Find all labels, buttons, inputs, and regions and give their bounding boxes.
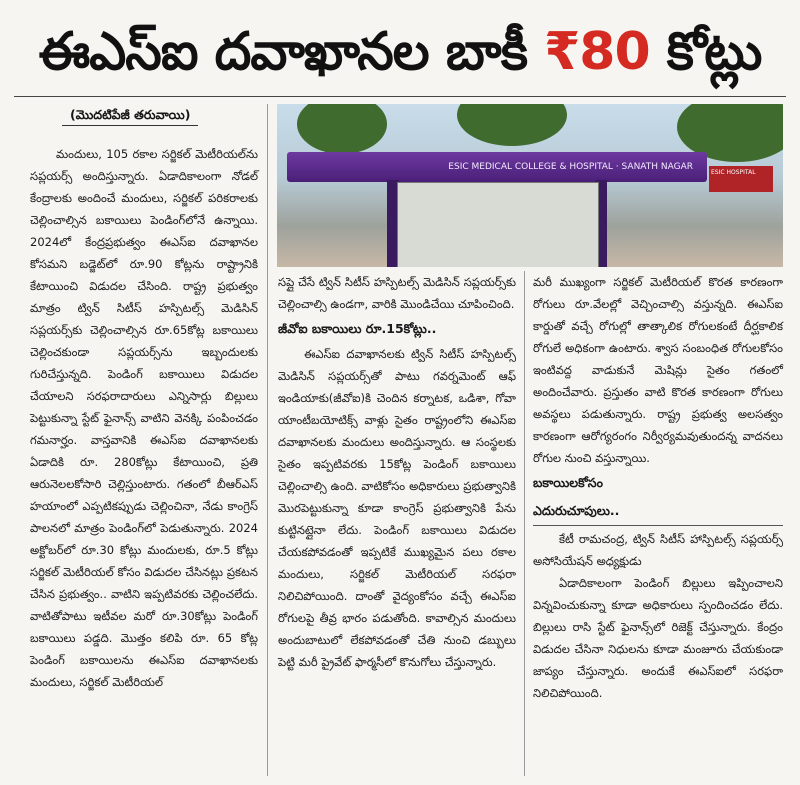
column-1-body: మందులు, 105 రకాల సర్జికల్ మెటీరియల్‌ను సప్లయర్స్ అందిస్తున్నారు. ఏడాదికాలంగా నోడల్ కేంద్రాలకు అందించే మందులు, సర్జికల్ పరికరాలకు చెల్లించాల్సిన బకాయిలు పెండింగ్‌లోనే ఉన్నాయి. 2024లో కేంద్రప్రభుత్వం ఈఎస్ఐ దవాఖానల కోసమని బడ్జెట్‌లో రూ.90 కోట్లను రాష్ట్రానికి కేటాయించి విడుదల చేసింది. రాష్ట్ర ప్రభుత్వం మాత్రం ట్విన్ సిటీస్ హస్పిటల్స్ మెడిసిన్ సప్లయర్స్‌కు చెల్లించాల్సిన రూ.65కోట్ల బకాయిలు చెల్లించకుండా సప్లయర్స్‌ను ఇబ్బందులకు గురిచేస్తున్నది. పెండింగ్ బకాయిలు విడుదల చేయాలని సరఫరాదారులు ఎన్నిసార్లు బిల్లులు పెట్టుకున్నా స్టేట్ ఫైనాన్స్ వాటిని వెనక్కి పంపించడం గమనార్హం. వాస్తవానికి ఈఎస్ఐ దవాఖానలకు ఏడాదికి రూ. 280కోట్లు కేటాయించి, ప్రతి ఆరునెలలకోసారి చెల్లిస్తుంటారు. గతంలో బీఆర్ఎస్ హయాంలో ఎప్పటికప్పుడు చెల్లించినా, నేడు కాంగ్రెస్ పాలనలో మాత్రం పెండింగ్‌లో పెడుతున్నారు. 2024 అక్టోబర్‌లో రూ.30 కోట్లు మందులకు, రూ.5 కోట్లు సర్జికల్ మెటీరియల్ కోసం విడుదల చేసినట్లు ప్రకటన చేసిన ప్రభుత్వం.. వాటిని ఇప్పటివరకు చెల్లించలేదు. వాటితోపాటు ఇటీవల మరో రూ.30కోట్లు పెండింగ్ బకాయిలు పడ్డది. మొత్తం కలిపి రూ. 65 కోట్ల పెండింగ్ బకాయిలను ఈఎస్ఐ దవాఖానలకు మందులు, సర్జికల్ మెటీరియల్ xyxy=(30,147,258,689)
hospital-side-board: ESIC HOSPITAL xyxy=(709,166,773,192)
headline-amount: ₹80 xyxy=(544,22,650,82)
headline-tail: కోట్లు xyxy=(649,22,762,82)
column-2 xyxy=(278,271,516,779)
column-3 xyxy=(533,271,783,779)
hospital-photo xyxy=(277,104,783,267)
hospital-gate xyxy=(397,182,599,267)
column-3-body-a: మరీ ముఖ్యంగా సర్జికల్ మెటీరియల్ కొరత కారణంగా రోగులు రూ.వేలల్లో వెచ్చించాల్సి వస్తున్నది. ఈఎస్ఐ కార్డుతో వచ్చే రోగుల్లో తాత్కాలిక రోగులకంటే దీర్ఘకాలిక రోగులే అధికంగా ఉంటారు. శ్వాస సంబంధిత రోగులకోసం ఇంటివద్ద వాడుకునే మెషిన్లు సైతం గతంలో అందించేవారు. ప్రస్తుతం వాటి కొరత కారణంగా రోగులు అవస్థలు పడుతున్నారు. రాష్ట్ర ప్రభుత్వ అలసత్వం కారణంగా ఆరోగ్యరంగం నిర్వీర్యమవుతుందన్న వాదనలు రోగుల నుంచి వస్తున్నాయి. xyxy=(533,275,783,465)
column-divider-2 xyxy=(524,271,525,776)
hospital-signboard: ESIC MEDICAL COLLEGE & HOSPITAL · SANATH NAGAR xyxy=(287,152,707,182)
column-3-body-c: ఏడాదికాలంగా పెండింగ్ బిల్లులు ఇప్పించాలని విన్నవించుకున్నా కూడా అధికారులు స్పందించడం లేదు. బిల్లులు రాసి స్టేట్ ఫైనాన్స్‌లో రిజెక్ట్ చేస్తున్నారు. కేంద్రం విడుదల చేసినా నిధులను కూడా మంజూరు చేయకుండా జాప్యం చేస్తున్నారు. అందుకే ఈఎస్ఐలో సరఫరా నిలిచిపోయింది. xyxy=(533,576,783,700)
column-3-subhead-1: బకాయిలకోసం xyxy=(533,475,603,490)
column-2-body-a: సప్లై చేసే ట్విన్ సిటీస్ హస్పిటల్స్ మెడిసిన్ సప్లయర్స్‌కు చెల్లించాల్సి ఉండగా, వారికి మొండిచేయి చూపించింది. xyxy=(278,275,516,311)
column-2-body-b: ఈఎస్ఐ దవాఖానలకు ట్విన్ సిటీస్ హస్పిటల్స్ మెడిసిన్ సప్లయర్స్‌తో పాటు గవర్నమెంట్ ఆఫ్ ఇండియాకు(జీవోఐ)కి చెందిన కర్నాటక, ఒడిశా, గోవా యాంటీబయోటిక్స్ వాళ్లు సైతం రాష్ట్రంలోని ఈఎస్ఐ దవాఖానలకు మందులు అందిస్తున్నారు. ఆ సంస్థలకు సైతం ఇప్పటివరకు 15కోట్ల పెండింగ్ బకాయిలు చెల్లించాల్సి ఉంది. వాటికోసం అధికారులు ప్రభుత్వానికి మొరపెట్టుకున్నా కూడా కాంగ్రెస్ ప్రభుత్వానికి పేను కుట్టినట్లైనా లేదు. పెండింగ్ బకాయిలు విడుదల చేయకపోవడంతో ఇప్పటికే ముఖ్యమైన పలు రకాల మందులు, సర్జికల్ మెటీరియల్ సరఫరా నిలిచిపోయింది. దాంతో వైద్యంకోసం వచ్చే ఈఎస్ఐ రోగులపై తీవ్ర భారం పడుతోంది. కావాల్సిన మందులు అందుబాటులో లేకపోవడంతో చేతి నుంచి డబ్బులు పెట్టి మరీ ప్రైవేట్ ఫార్మసీలో కొనుగోలు చేస్తున్నారు. xyxy=(278,347,516,669)
headline-rule-top xyxy=(14,96,786,97)
column-divider-1 xyxy=(267,104,268,776)
column-1 xyxy=(30,143,258,779)
column-3-subhead-2: ఎదురుచూపులు.. xyxy=(533,497,783,526)
column-2-subhead: జీవోఐ బకాయిలు రూ.15కోట్లు.. xyxy=(278,321,437,336)
headline xyxy=(18,14,782,90)
headline-main: ఈఎస్ఐ దవాఖానల బాకీ xyxy=(38,22,545,82)
column-3-quote-attribution: కేటీ రామచంద్ర, ట్విన్ సిటీస్ హాస్పిటల్స్ సప్లయర్స్ అసోసియేషన్ అధ్యక్షుడు xyxy=(533,532,783,568)
continuation-kicker: (మొదటిపేజీ తరువాయి) xyxy=(62,105,198,126)
